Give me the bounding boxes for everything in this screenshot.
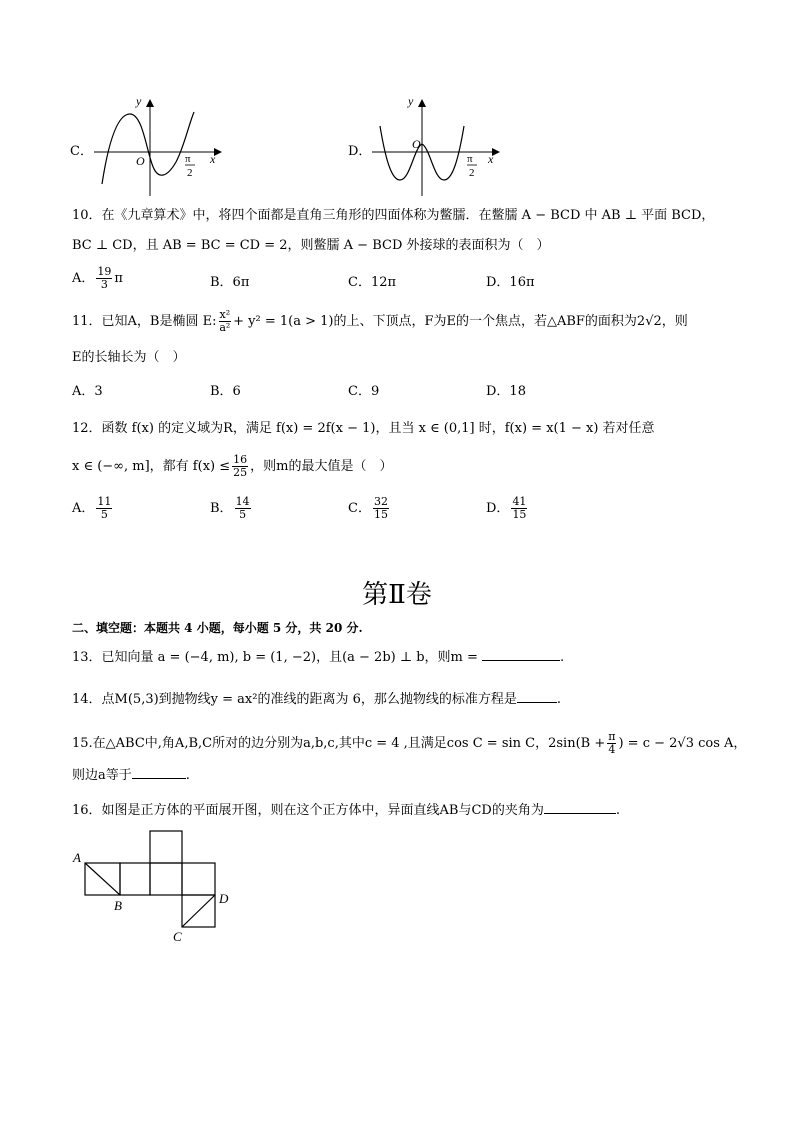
q11-line2: E的长轴长为（ ） bbox=[72, 350, 186, 365]
q11-option-a: A．3 bbox=[72, 384, 103, 399]
origin-label: O bbox=[412, 137, 421, 151]
origin-label: O bbox=[136, 154, 145, 168]
q12-option-b: B． $\frac{14}{5}$ bbox=[210, 495, 250, 521]
graph-d bbox=[368, 92, 508, 198]
q11-line1: 11．已知A，B是椭圆 E: $\frac{\text{x²}}{\text{a²}}$ + y² = 1(a > 1)的上、下顶点，F为E的一个焦点，若△ABF的面积为2√2，则 bbox=[72, 308, 688, 334]
curve-c bbox=[102, 112, 194, 184]
net-square-3 bbox=[150, 863, 182, 895]
q10-line2: BC ⊥ CD，且 AB = BC = CD = 2，则鳖臑 A − BCD 外接球的表面积为（ ） bbox=[72, 238, 550, 253]
fill-in-header: 二、填空题：本题共 4 小题，每小题 5 分，共 20 分. bbox=[72, 621, 363, 635]
y-label: y bbox=[136, 94, 142, 108]
q12-option-a: A． $\frac{11}{5}$ bbox=[72, 495, 112, 521]
q15-line2: 则边a等于 . bbox=[72, 768, 190, 783]
tick-den: 2 bbox=[469, 167, 475, 179]
label-d: D bbox=[219, 891, 229, 906]
section-title: 第Ⅱ卷 bbox=[362, 580, 432, 610]
net-square-2 bbox=[120, 863, 150, 895]
label-c: C bbox=[173, 929, 182, 944]
q16-answer-blank[interactable] bbox=[544, 801, 616, 814]
y-arrow bbox=[418, 99, 426, 107]
q15-line1: 15.在△ABC中,角A,B,C所对的边分别为a,b,c,其中c = 4 ,且满足cos C = sin C，2sin(B + $\frac{\pi}{4}$ ) = c − 2√3 cos A， bbox=[72, 730, 747, 756]
q14: 14．点M(5,3)到抛物线y = ax²的准线的距离为 6，那么抛物线的标准方程是 . bbox=[72, 692, 562, 707]
q11-option-b: B．6 bbox=[210, 384, 241, 399]
q10-option-c: C．12π bbox=[348, 275, 397, 290]
y-label: y bbox=[408, 94, 414, 108]
label-b: B bbox=[114, 898, 122, 913]
tick-num: π bbox=[185, 153, 191, 165]
x-label: x bbox=[488, 152, 494, 166]
diagonal-cd bbox=[182, 895, 215, 927]
q10-option-d: D．16π bbox=[486, 275, 535, 290]
q10-line1: 10．在《九章算术》中，将四个面都是直角三角形的四面体称为鳖臑．在鳖臑 A − BCD 中 AB ⊥ 平面 BCD， bbox=[72, 208, 715, 223]
q13: 13．已知向量 a = (−4, m), b = (1, −2)，且(a − 2b) ⊥ b，则m = . bbox=[72, 650, 565, 665]
q10-option-a: A． $\frac{19}{3}$ π bbox=[72, 265, 123, 291]
q12-line2: x ∈ (−∞, m]，都有 f(x) ≤ $\frac{16}{25}$ ，则m的最大值是（ ） bbox=[72, 453, 393, 479]
net-square-top bbox=[150, 831, 182, 863]
option-d-label: D． bbox=[348, 144, 372, 159]
tick-den: 2 bbox=[187, 167, 193, 179]
q11-option-d: D．18 bbox=[486, 384, 526, 399]
option-c-label: C． bbox=[70, 144, 93, 159]
cube-net-figure bbox=[70, 828, 240, 946]
diagonal-ab bbox=[85, 863, 120, 895]
label-a: A bbox=[73, 850, 81, 865]
q12-line1: 12．函数 f(x) 的定义域为R，满足 f(x) = 2f(x − 1)，且当 x ∈ (0,1] 时，f(x) = x(1 − x) 若对任意 bbox=[72, 421, 655, 436]
graph-c bbox=[90, 92, 230, 198]
q10-option-b: B．6π bbox=[210, 275, 250, 290]
q14-answer-blank[interactable] bbox=[517, 690, 557, 703]
x-label: x bbox=[210, 152, 216, 166]
q12-option-c: C． $\frac{32}{15}$ bbox=[348, 495, 388, 521]
q12-option-d: D． $\frac{41}{15}$ bbox=[486, 495, 527, 521]
y-arrow bbox=[146, 99, 154, 107]
tick-num: π bbox=[467, 153, 473, 165]
q11-option-c: C．9 bbox=[348, 384, 380, 399]
q16: 16．如图是正方体的平面展开图，则在这个正方体中，异面直线AB与CD的夹角为 . bbox=[72, 803, 620, 818]
net-square-4 bbox=[182, 863, 215, 895]
q13-answer-blank[interactable] bbox=[482, 648, 560, 661]
q15-answer-blank[interactable] bbox=[132, 766, 186, 779]
